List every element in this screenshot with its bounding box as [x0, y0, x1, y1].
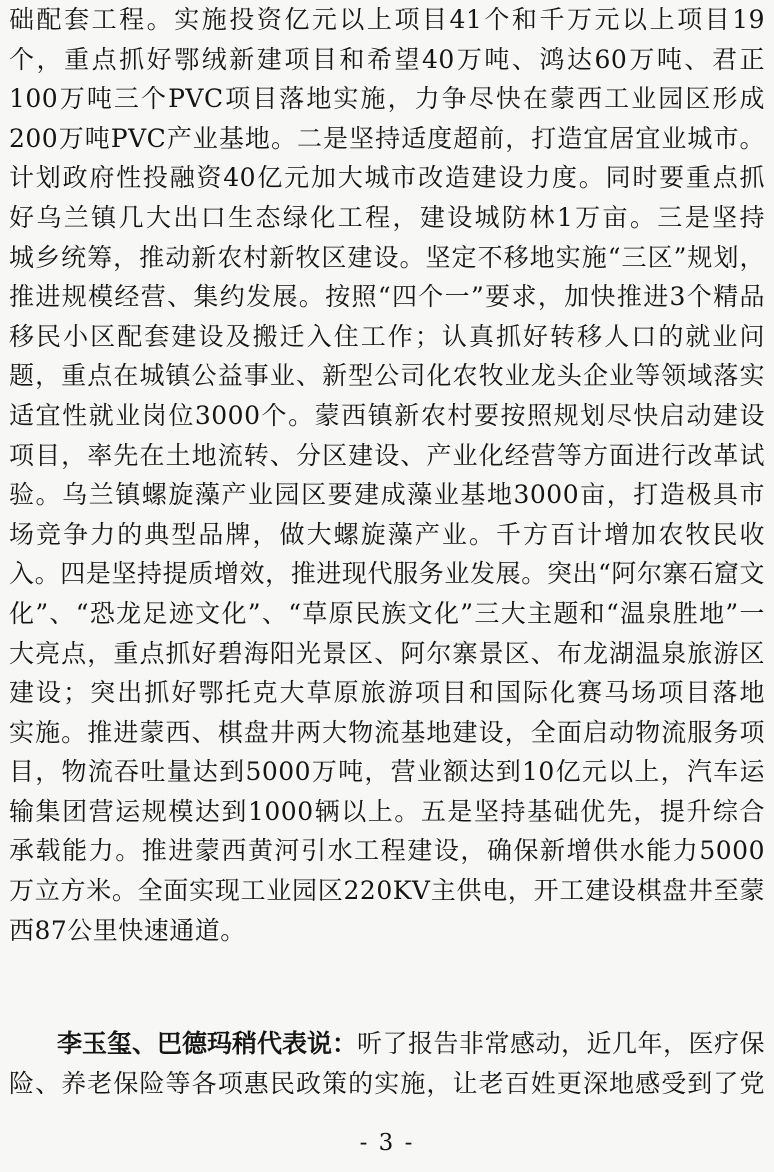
text-line: 西87公里快速通道。	[9, 915, 246, 945]
text-line: 推进规模经营、集约发展。按照“四个一”要求，加快推进3个精品	[9, 282, 765, 312]
remarks-text: 听了报告非常感动，近几年，医疗保	[357, 1029, 766, 1058]
delegate-remarks	[9, 1024, 765, 1104]
text-line: 入。四是坚持提质增效，推进现代服务业发展。突出“阿尔寨石窟文	[9, 559, 765, 589]
remarks-first-line	[9, 1024, 765, 1064]
text-line: 移民小区配套建设及搬迁入住工作；认真抓好转移人口的就业问	[9, 321, 765, 351]
text-line: 验。乌兰镇螺旋藻产业园区要建成藻业基地3000亩，打造极具市	[9, 480, 765, 510]
text-line: 200万吨PVC产业基地。二是坚持适度超前，打造宜居宜业城市。	[9, 123, 765, 153]
text-line: 实施。推进蒙西、棋盘井两大物流基地建设，全面启动物流服务项	[9, 717, 765, 747]
text-line: 好乌兰镇几大出口生态绿化工程，建设城防林1万亩。三是坚持	[9, 202, 765, 232]
text-line: 万立方米。全面实现工业园区220KV主供电，开工建设棋盘井至蒙	[9, 876, 765, 906]
text-line: 题，重点在城镇公益事业、新型公司化农牧业龙头企业等领域落实	[9, 361, 765, 391]
speaker-names: 李玉玺、巴德玛稍代表说：	[57, 1029, 358, 1058]
text-line: 建设；突出抓好鄂托克大草原旅游项目和国际化赛马场项目落地	[9, 678, 765, 708]
text-line: 计划政府性投融资40亿元加大城市改造建设力度。同时要重点抓	[9, 163, 765, 193]
text-line: 化”、“恐龙足迹文化”、“草原民族文化”三大主题和“温泉胜地”一	[9, 598, 765, 628]
text-line: 大亮点，重点抓好碧海阳光景区、阿尔寨景区、布龙湖温泉旅游区	[9, 638, 765, 668]
text-line: 目，物流吞吐量达到5000万吨，营业额达到10亿元以上，汽车运	[9, 757, 765, 787]
page-number: - 3 -	[359, 1130, 415, 1156]
body-text	[9, 0, 765, 950]
text-line: 承载能力。推进蒙西黄河引水工程建设，确保新增供水能力5000	[9, 836, 765, 866]
text-line: 城乡统筹，推动新农村新牧区建设。坚定不移地实施“三区”规划，	[9, 242, 765, 272]
text-line: 100万吨三个PVC项目落地实施，力争尽快在蒙西工业园区形成	[9, 84, 765, 114]
text-line: 项目，率先在土地流转、分区建设、产业化经营等方面进行改革试	[9, 440, 765, 470]
text-line: 个，重点抓好鄂绒新建项目和希望40万吨、鸿达60万吨、君正	[9, 44, 765, 74]
remarks-second-line: 险、养老保险等各项惠民政策的实施，让老百姓更深地感受到了党	[9, 1069, 765, 1098]
text-line: 适宜性就业岗位3000个。蒙西镇新农村要按照规划尽快启动建设	[9, 400, 765, 430]
text-line: 础配套工程。实施投资亿元以上项目41个和千万元以上项目19	[9, 5, 765, 34]
text-line: 输集团营运规模达到1000辆以上。五是坚持基础优先，提升综合	[9, 796, 765, 826]
text-line: 场竞争力的典型品牌，做大螺旋藻产业。千方百计增加农牧民收	[9, 519, 765, 549]
